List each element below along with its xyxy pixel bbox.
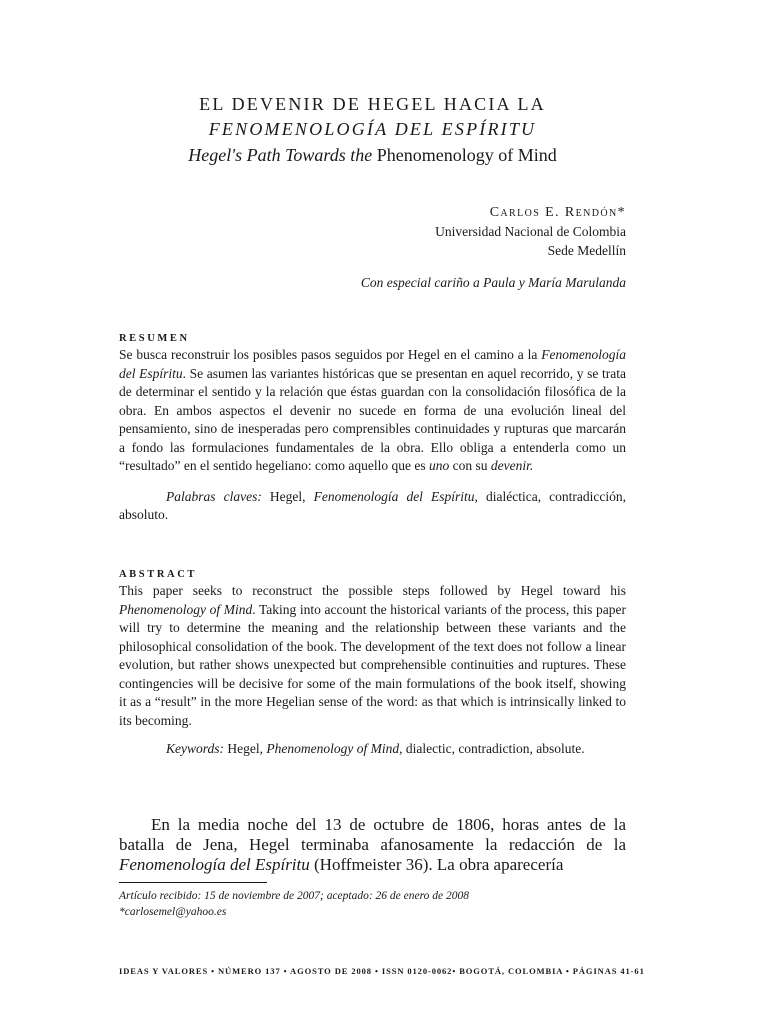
- abstract-text: [119, 582, 626, 730]
- intro-text-a: En la media noche del 13 de octubre de 1806, horas antes de la batalla de Jena, Hegel terminaba afanosamente la redacción de la: [119, 815, 626, 854]
- footnotes: [119, 882, 626, 920]
- title-english-italic: Hegel's Path Towards the: [188, 145, 373, 165]
- resumen-keywords-label: Palabras claves:: [166, 488, 262, 504]
- footnote-email: *carlosemel@yahoo.es: [119, 906, 227, 918]
- resumen-text-italic-1: Fenomenología del Espíritu: [119, 347, 626, 381]
- abstract-keywords-label: Keywords:: [166, 741, 224, 756]
- title-spanish-line2: FENOMENOLOGÍA DEL ESPÍRITU: [208, 119, 537, 139]
- resumen-text-italic-3: devenir.: [490, 458, 534, 473]
- abstract-keywords-b: , dialectic, contradiction, absolute.: [399, 741, 585, 756]
- running-footer: IDEAS Y VALORES • NÚMERO 137 • AGOSTO DE 2008 • ISSN 0120-0062• BOGOTÁ, COLOMBIA • PÁGINAS 41-61: [119, 966, 645, 976]
- resumen-text: [119, 346, 626, 476]
- abstract-section: [119, 568, 626, 759]
- intro-text-italic: Fenomenología del Espíritu: [119, 855, 310, 874]
- resumen-section: [119, 332, 626, 525]
- footnote-received: Artículo recibido: 15 de noviembre de 2007; aceptado: 26 de enero de 2008: [119, 890, 470, 902]
- abstract-keywords-a: Hegel,: [224, 741, 267, 756]
- title-block: [119, 92, 626, 168]
- abstract-text-italic: Phenomenology of Mind: [119, 601, 253, 617]
- resumen-text-2: . Se asumen las variantes históricas que se presentan en aquel recorrido, y se trata de determinar el sentido y la relación que éstas guardan con la consolidación filosófica de la obra. En ambos aspectos el devenir no sucede en forma de una evolución lineal del pensamiento, sino de inesperadas pero comprensibles continuidades y rupturas que marcarán a fondo las formulaciones fundamentales de la obra. Ello obliga a entenderla como un “resultado” en el sentido hegeliano: como aquello que es: [119, 365, 626, 473]
- dedication: Con especial cariño a Paula y María Marulanda: [360, 275, 626, 290]
- resumen-text-1: Se busca reconstruir los posibles pasos seguidos por Hegel en el camino a la: [119, 347, 542, 362]
- title-english: [119, 142, 626, 168]
- abstract-heading: ABSTRACT: [119, 569, 197, 580]
- author-campus: Sede Medellín: [547, 243, 626, 258]
- resumen-text-italic-2: uno: [429, 458, 450, 473]
- resumen-keywords-italic: Fenomenología del Espíritu: [313, 488, 475, 504]
- resumen-heading: RESUMEN: [119, 333, 190, 344]
- abstract-keywords: [119, 740, 626, 759]
- resumen-keywords-a: Hegel,: [261, 488, 314, 504]
- author-institution: Universidad Nacional de Colombia: [435, 224, 626, 239]
- article-page: [119, 0, 645, 1024]
- abstract-text-2: . Taking into account the historical variants of the process, this paper will try to determine the meaning and the relationship between these variants and the philosophical consolidation of the book. The development of the text does not follow a linear evolution, but rather shows unexpected but comprehensible continuities and ruptures. These contingencies will be decisive for some of the main formulations of the book itself, showing it as a “result” in the more Hegelian sense of the word: as that which is intrinsically linked to its becoming.: [119, 601, 626, 728]
- resumen-keywords-b: , dialéctica, contradicción, absoluto.: [119, 488, 627, 522]
- intro-paragraph: [119, 815, 626, 875]
- resumen-keywords: [119, 488, 626, 525]
- abstract-keywords-italic: Phenomenology of Mind: [266, 741, 400, 756]
- abstract-text-1: This paper seeks to reconstruct the possible steps followed by Hegel toward his: [119, 583, 626, 598]
- resumen-text-3: con su: [449, 458, 491, 473]
- author-block: [435, 203, 626, 260]
- footnote-divider: [119, 882, 267, 883]
- title-spanish-line1: EL DEVENIR DE HEGEL HACIA LA: [199, 94, 546, 114]
- title-english-plain: Phenomenology of Mind: [372, 145, 557, 165]
- author-name: Carlos E. Rendón*: [489, 205, 626, 220]
- intro-text-b: (Hoffmeister 36). La obra aparecería: [309, 855, 564, 874]
